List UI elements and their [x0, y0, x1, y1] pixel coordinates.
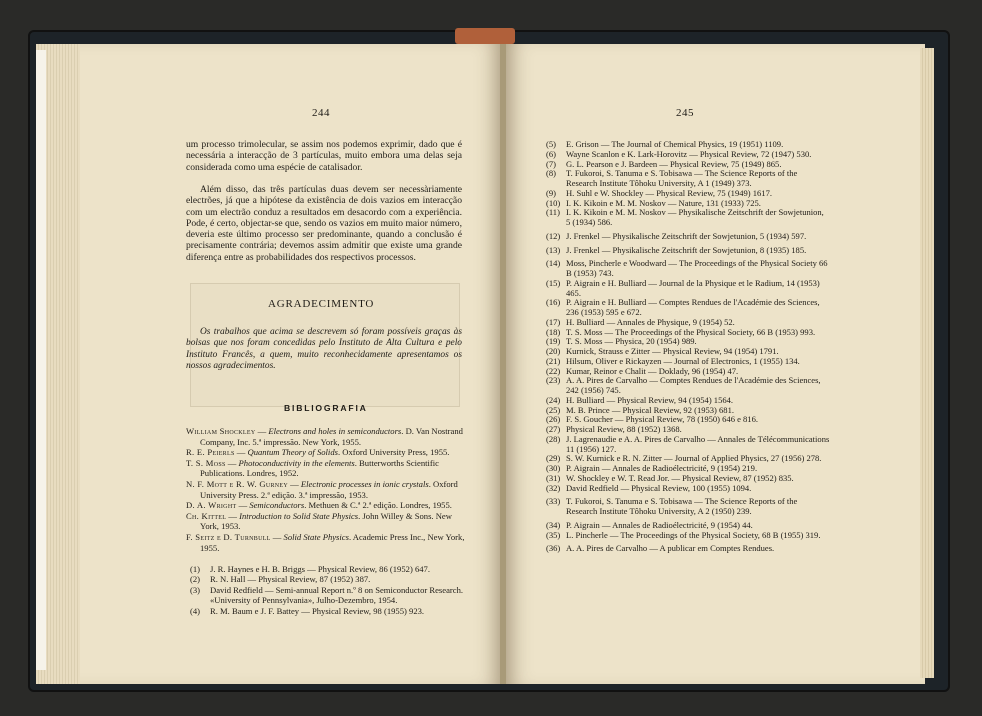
- bibliography-entry: Ch. Kittel — Introduction to Solid State Physics. John Willey & Sons. New York, 1953.: [186, 510, 452, 532]
- bibliography-entry: N. F. Mott e R. W. Gurney — Electronic processes in ionic crystals. Oxford University Press. 2.ª edição. 3.ª impressão, 1953.: [186, 478, 458, 500]
- reference-item: (25) M. B. Prince — Physical Review, 92 (1953) 681.: [546, 404, 734, 415]
- reference-item: (8) T. Fukoroi, S. Tanuma e S. Tobisawa — The Science Reports of the Research Institute Tôhoku University, A 1 (1949) 373.: [546, 168, 798, 188]
- bookmark-ribbon: [455, 28, 515, 44]
- reference-item: (15) P. Aigrain e H. Bulliard — Journal de la Physique et le Radium, 14 (1953) 465.: [546, 277, 820, 298]
- reference-item: (28) J. Lagrenaudie e A. A. Pires de Carvalho — Annales de Télécommunications 11 (1956) 127.: [546, 433, 830, 454]
- reference-item: (33) T. Fukoroi, S. Tanuma e S. Tobisawa — The Science Reports of the Research Institute Tôhoku University, A 2 (1950) 239.: [546, 496, 798, 516]
- bibliography-entry: T. S. Moss — Photoconductivity in the elements. Butterworths Scientific Publications. Londres, 1952.: [186, 457, 440, 479]
- acknowledgement-title: AGRADECIMENTO: [268, 298, 375, 310]
- reference-item: (20) Kurnick, Strauss e Zitter — Physical Review, 94 (1954) 1791.: [546, 346, 779, 356]
- reference-item: (13) J. Frenkel — Physikalische Zeitschrift der Sowjetunion, 8 (1935) 185.: [546, 244, 807, 255]
- paragraph-1: um processo trimolecular, se assim nos podemos exprimir, dado que é necessária a interacção de 3 partículas, muito embora uma delas seja considerada como uma espécie de catalisador.: [186, 139, 462, 173]
- footnotes-left: [190, 564, 472, 616]
- reference-item: (18) T. S. Moss — The Proceedings of the Physical Society, 66 B (1953) 993.: [546, 326, 816, 337]
- reference-item: (12) J. Frenkel — Physikalische Zeitschrift der Sowjetunion, 5 (1934) 597.: [546, 230, 807, 241]
- footnote: (3) David Redfield — Semi-annual Report n.º 8 on Semiconductor Research. «University of Pennsylvania», Julho-Dezembro, 1954.: [190, 584, 464, 606]
- reference-item: (23) A. A. Pires de Carvalho — Comptes Rendues de l'Académie des Sciences, 242 (1956) 745.: [546, 375, 821, 395]
- reference-item: (31) W. Shockley e W. T. Read Jor. — Physical Review, 87 (1952) 835.: [546, 472, 794, 483]
- references-list: [546, 140, 830, 558]
- reference-item: (17) H. Bulliard — Annales de Physique, 9 (1954) 52.: [546, 316, 735, 327]
- bibliography-list: [186, 426, 466, 553]
- reference-item: (9) H. Suhl e W. Shockley — Physical Review, 75 (1949) 1617.: [546, 187, 772, 198]
- reference-item: (11) I. K. Kikoin e M. M. Noskov — Physikalische Zeitschrift der Sowjetunion, 5 (1934) 586.: [546, 207, 824, 227]
- bibliography-entry: R. E. Peierls — Quantum Theory of Solids. Oxford University Press, 1955.: [186, 447, 450, 458]
- reference-item: (26) F. S. Goucher — Physical Review, 78 (1950) 646 e 816.: [546, 414, 758, 425]
- right-page-edges: [920, 48, 934, 678]
- reference-item: (22) Kumar, Reinor e Chalit — Doklady, 96 (1954) 47.: [546, 365, 739, 376]
- acknowledgement-text: Os trabalhos que acima se descrevem só foram possíveis graças às bolsas que nos foram concedidas pelo Instituto de Alta Cultura e pelo Instituto Francês, a quem, muito reconhecidamente apresentamos os nossos agradecimentos.: [186, 327, 462, 372]
- reference-item: (5) E. Grison — The Journal of Chemical Physics, 19 (1951) 1109.: [546, 139, 784, 149]
- reference-item: (19) T. S. Moss — Physica, 20 (1954) 989.: [546, 336, 697, 347]
- bibliography-entry: D. A. Wright — Semiconductors. Methuen & C.ª 2.ª edição. Londres, 1955.: [186, 500, 452, 511]
- reference-item: (24) H. Bulliard — Physical Review, 94 (1954) 1564.: [546, 394, 734, 405]
- reference-item: (6) Wayne Scanlon e K. Lark-Horovitz — Physical Review, 72 (1947) 530.: [546, 148, 812, 159]
- footnote: (1) J. R. Haynes e H. B. Briggs — Physical Review, 86 (1952) 647.: [190, 564, 430, 574]
- paragraph-2: Além disso, das três partículas duas devem ser necessàriamente electrões, já que a hipótese da existência de dois vazios em interacção com um electrão conduz a resultados em desacordo com a experiência. Pode, é certo, objectar-se que, sendo os vazios em muito maior número, deveria este último processo ser predominante, quando a conclusão é precisamente contrária; devemos assim admitir que existe uma grande diferença entre as probabilidades dos respectivos processos.: [186, 184, 462, 263]
- reference-item: (27) Physical Review, 88 (1952) 1368.: [546, 424, 682, 434]
- reference-item: (10) I. K. Kikoin e M. M. Noskov — Nature, 131 (1933) 725.: [546, 197, 761, 208]
- reference-item: (32) David Redfield — Physical Review, 100 (1955) 1094.: [546, 482, 752, 493]
- reference-item: (14) Moss, Pincherle e Woodward — The Proceedings of the Physical Society 66 B (1953) 743.: [546, 258, 828, 278]
- reference-item: (7) G. L. Pearson e J. Bardeen — Physical Review, 75 (1949) 865.: [546, 158, 782, 169]
- book-gutter: [500, 44, 506, 684]
- bibliography-entry: F. Seitz e D. Turnbull — Solid State Physics. Academic Press Inc., New York, 1955.: [186, 531, 465, 553]
- page-number-left: 244: [312, 107, 330, 119]
- paper-edge: [36, 50, 46, 670]
- reference-item: (36) A. A. Pires de Carvalho — A publicar em Comptes Rendues.: [546, 543, 775, 554]
- bibliography-title: BIBLIOGRAFIA: [284, 403, 368, 413]
- reference-item: (29) S. W. Kurnick e R. N. Zitter — Journal of Applied Physics, 27 (1956) 278.: [546, 453, 822, 464]
- reference-item: (30) P. Aigrain — Annales de Radioélectricité, 9 (1954) 219.: [546, 463, 758, 473]
- footnote: (4) R. M. Baum e J. F. Battey — Physical Review, 98 (1955) 923.: [190, 605, 425, 616]
- reference-item: (34) P. Aigrain — Annales de Radioélectricité, 9 (1954) 44.: [546, 519, 753, 530]
- reference-item: (16) P. Aigrain e H. Bulliard — Comptes Rendues de l'Académie des Sciences, 236 (1953) 595 e 672.: [546, 297, 820, 317]
- reference-item: (21) Hilsum, Oliver e Rickayzen — Journal of Electronics, 1 (1955) 134.: [546, 355, 800, 366]
- bibliography-entry: William Shockley — Electrons and holes in semiconductors. D. Van Nostrand Company, Inc. 5.ª impressão. New York, 1955.: [186, 426, 463, 447]
- reference-item: (35) L. Pincherle — The Proceedings of the Physical Society, 68 B (1955) 319.: [546, 529, 821, 540]
- page-number-right: 245: [676, 107, 694, 119]
- footnote: (2) R. N. Hall — Physical Review, 87 (1952) 387.: [190, 574, 371, 585]
